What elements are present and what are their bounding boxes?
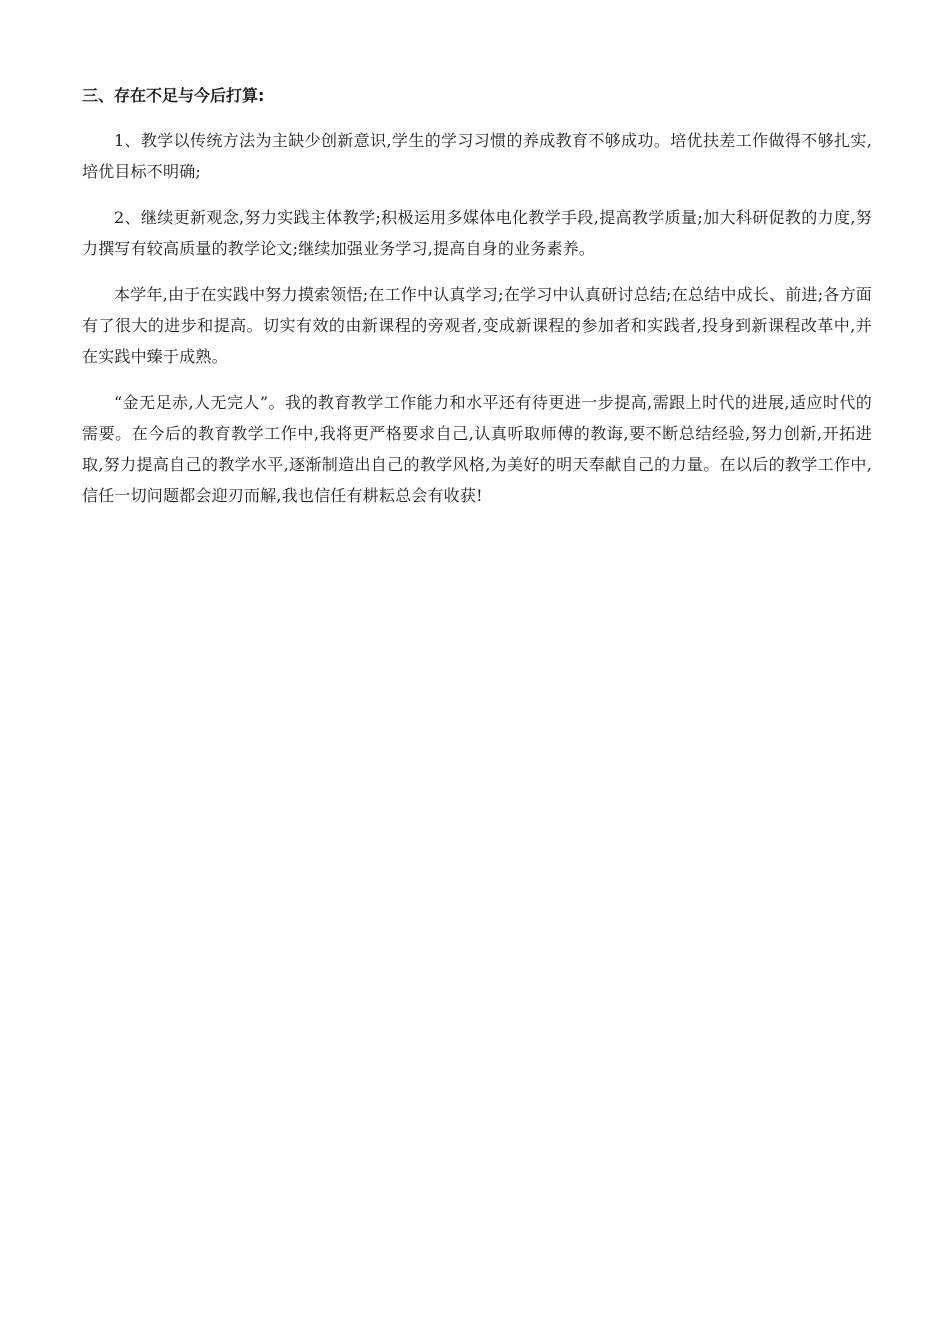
paragraph-4: “金无足赤,人无完人”。我的教育教学工作能力和水平还有待更进一步提高,需跟上时代的进展,适应时代的需要。在今后的教育教学工作中,我将更严格要求自己,认真听取师傅的教诲,要不断总结经验,努力创新,开拓进取,努力提高自己的教学水平,逐渐制造出自己的教学风格,为美好的明天奉献自己的力量。在以后的教学工作中,信任一切问题都会迎刃而解,我也信任有耕耘总会有收获!: [82, 393, 872, 505]
paragraph-3: 本学年,由于在实践中努力摸索领悟;在工作中认真学习;在学习中认真研讨总结;在总结中成长、前进;各方面有了很大的进步和提高。切实有效的由新课程的旁观者,变成新课程的参加者和实践者,投身到新课程改革中,并在实践中臻于成熟。: [82, 285, 872, 366]
paragraph-1: 1、教学以传统方法为主缺少创新意识,学生的学习习惯的养成教育不够成功。培优扶差工作做得不够扎实,培优目标不明确;: [82, 131, 872, 181]
document-body: [82, 82, 872, 526]
section-heading: 三、存在不足与今后打算:: [82, 86, 265, 105]
paragraph-2: 2、继续更新观念,努力实践主体教学;积极运用多媒体电化教学手段,提高教学质量;加大科研促教的力度,努力撰写有较高质量的教学论文;继续加强业务学习,提高自身的业务素养。: [82, 208, 872, 258]
